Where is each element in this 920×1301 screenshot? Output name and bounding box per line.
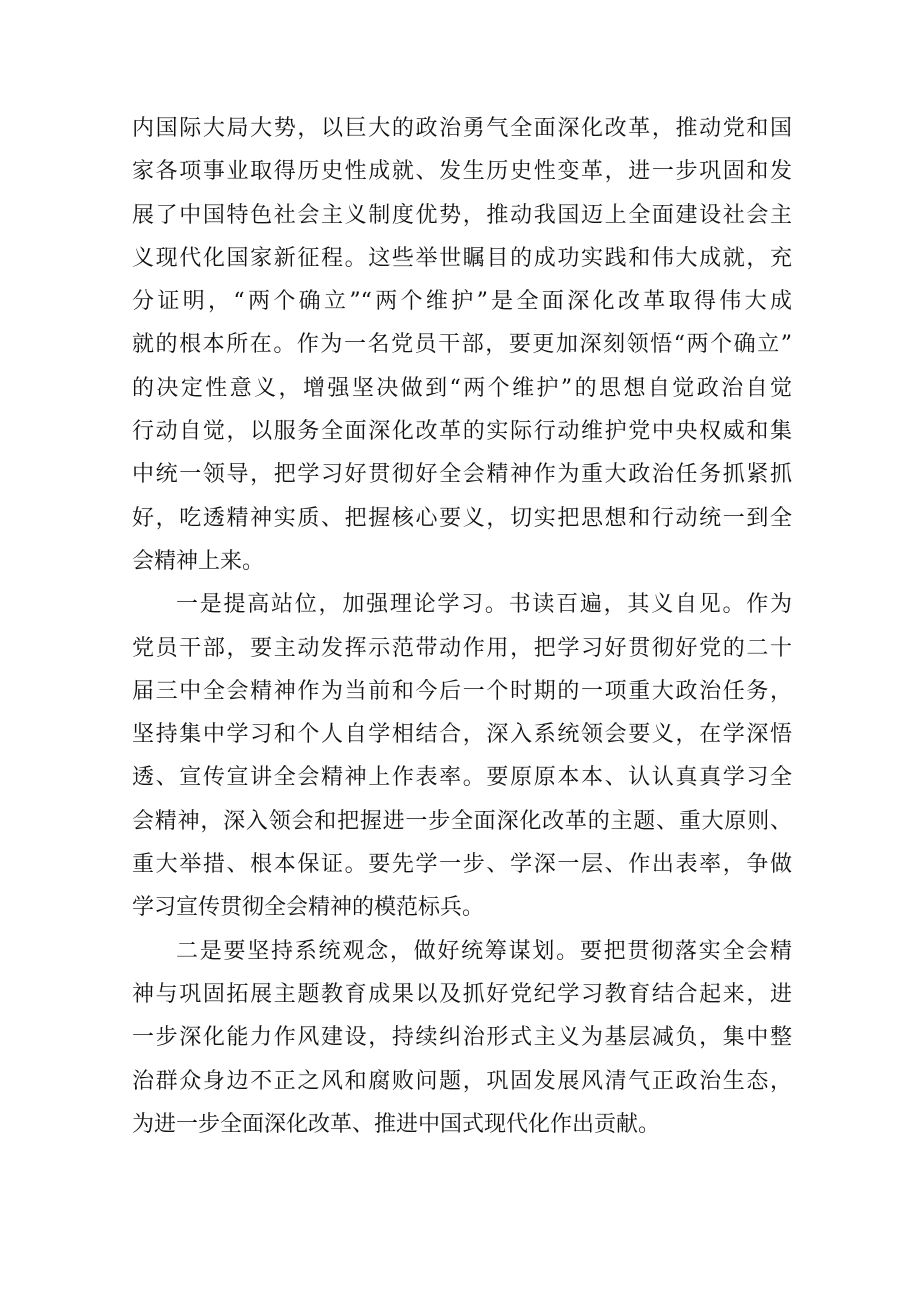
text-line: 会精神，深入领会和把握进一步全面深化改革的主题、重大原则、 bbox=[132, 808, 792, 834]
text-line: 重大举措、根本保证。要先学一步、学深一层、作出表率，争做 bbox=[132, 852, 792, 878]
text-line: 分证明，“两个确立”“两个维护”是全面深化改革取得伟大成 bbox=[132, 289, 792, 315]
text-line: 就的根本所在。作为一名党员干部，要更加深刻领悟“两个确立” bbox=[132, 332, 792, 358]
text-line: 为进一步全面深化改革、推进中国式现代化作出贡献。 bbox=[132, 1111, 661, 1137]
text-line: 透、宣传宣讲全会精神上作表率。要原原本本、认认真真学习全 bbox=[132, 765, 792, 791]
text-line: 一步深化能力作风建设，持续纠治形式主义为基层减负，集中整 bbox=[132, 1025, 792, 1051]
text-line: 好，吃透精神实质、把握核心要义，切实把思想和行动统一到全 bbox=[132, 505, 792, 531]
text-line: 学习宣传贯彻全会精神的模范标兵。 bbox=[132, 895, 485, 921]
text-line: 二是要坚持系统观念，做好统筹谋划。要把贯彻落实全会精 bbox=[176, 938, 792, 964]
text-line: 党员干部，要主动发挥示范带动作用，把学习好贯彻好党的二十 bbox=[132, 635, 792, 661]
text-line: 中统一领导，把学习好贯彻好全会精神作为重大政治任务抓紧抓 bbox=[132, 462, 792, 488]
text-line: 展了中国特色社会主义制度优势，推动我国迈上全面建设社会主 bbox=[132, 202, 792, 228]
text-line: 坚持集中学习和个人自学相结合，深入系统领会要义，在学深悟 bbox=[132, 722, 792, 748]
text-line: 内国际大局大势，以巨大的政治勇气全面深化改革，推动党和国 bbox=[132, 116, 792, 141]
text-line: 义现代化国家新征程。这些举世瞩目的成功实践和伟大成就，充 bbox=[132, 245, 792, 271]
paragraph-2 bbox=[132, 583, 792, 929]
text-line: 行动自觉，以服务全面深化改革的实际行动维护党中央权威和集 bbox=[132, 419, 792, 445]
paragraph-3 bbox=[132, 930, 792, 1146]
paragraph-1 bbox=[132, 107, 792, 583]
text-line: 神与巩固拓展主题教育成果以及抓好党纪学习教育结合起来，进 bbox=[132, 981, 792, 1007]
text-line: 的决定性意义，增强坚决做到“两个维护”的思想自觉政治自觉 bbox=[132, 375, 792, 401]
text-line: 会精神上来。 bbox=[132, 548, 265, 574]
text-line: 家各项事业取得历史性成就、发生历史性变革，进一步巩固和发 bbox=[132, 159, 792, 185]
text-line: 届三中全会精神作为当前和今后一个时期的一项重大政治任务， bbox=[132, 678, 792, 704]
document-body bbox=[132, 107, 792, 1146]
text-line: 一是提高站位，加强理论学习。书读百遍，其义自见。作为 bbox=[176, 592, 792, 618]
text-line: 治群众身边不正之风和腐败问题，巩固发展风清气正政治生态， bbox=[132, 1068, 792, 1094]
